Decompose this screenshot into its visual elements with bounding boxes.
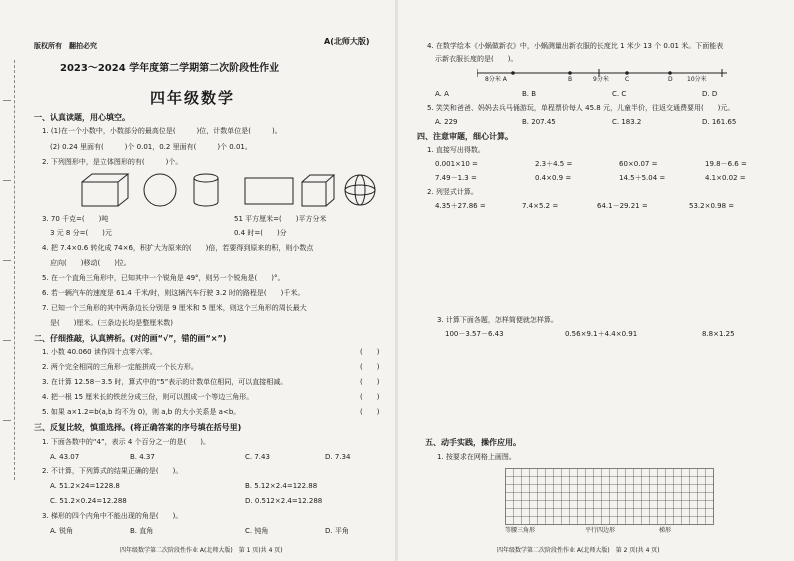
question-4-line1: 4. 把 7.4×0.6 转化成 74×6，积扩大为原来的( )倍，若要得到原来的积，则小数点 bbox=[42, 244, 314, 252]
simplify-2: 0.56×9.1＋4.4×0.91 bbox=[565, 330, 638, 338]
question-1-2: (2) 0.24 里面有( )个 0.01，0.2 里面有( )个 0.01。 bbox=[50, 143, 252, 151]
choice-1-option-b[interactable]: B. 4.37 bbox=[130, 453, 155, 461]
exam-title: 2023～2024 学年度第二学期第二次阶段性作业 bbox=[60, 63, 280, 74]
binding-margin bbox=[0, 60, 15, 480]
right-page bbox=[397, 0, 794, 561]
section-1-title: 一、认真读题，用心填空。 bbox=[34, 113, 130, 122]
section-2-title: 二、仔细推敲，认真辨析。(对的画“√”，错的画“×”) bbox=[34, 334, 227, 343]
choice-question-2: 2. 不计算，下列算式的结果正确的是( )。 bbox=[42, 467, 183, 475]
ruler-label-b: B bbox=[568, 76, 573, 83]
judge-item-1: 1. 小数 40.060 读作四十点零六零。 bbox=[42, 348, 157, 356]
section-5-title: 五、动手实践，操作应用。 bbox=[425, 438, 521, 447]
choice-1-option-d[interactable]: D. 7.34 bbox=[325, 453, 351, 461]
question-4-line2: 应向( )移动( )位。 bbox=[50, 259, 131, 267]
choice-2-option-c[interactable]: C. 51.2×0.24=12.288 bbox=[50, 497, 127, 505]
subject-title: 四年级数学 bbox=[150, 89, 236, 107]
ruler-label-10dm: 10分米 bbox=[687, 76, 707, 83]
choice-5-option-d[interactable]: D. 161.65 bbox=[702, 118, 737, 126]
choice-question-5: 5. 笑笑和爸爸、妈妈去兵马俑游玩，单程票价每人 45.8 元，儿童半价，往返交通费要用( )元。 bbox=[427, 104, 735, 112]
vertical-calc-title: 2. 列竖式计算。 bbox=[427, 188, 478, 196]
choice-4-option-a[interactable]: A. A bbox=[435, 90, 449, 98]
choice-1-option-c[interactable]: C. 7.43 bbox=[245, 453, 270, 461]
choice-5-option-b[interactable]: B. 207.45 bbox=[522, 118, 556, 126]
judge-answer-2[interactable]: ( ) bbox=[360, 363, 380, 371]
oral-calc-5: 7.49－1.3 = bbox=[435, 174, 477, 182]
simplify-1: 100－3.57－6.43 bbox=[445, 330, 504, 338]
question-3a-left: 3. 70 千克=( )吨 bbox=[42, 215, 109, 223]
oral-calc-8: 4.1×0.02 = bbox=[705, 174, 746, 182]
question-6: 6. 若一辆汽车的速度是 61.4 千米/时，则这辆汽车行驶 3.2 时的路程是( )千米。 bbox=[42, 289, 305, 297]
question-7-line2: 是( )厘米。(三条边长均是整厘米数) bbox=[50, 319, 173, 327]
judge-item-3: 3. 在计算 12.58－3.5 时，算式中的“5”表示的计数单位相同，可以直接相减。 bbox=[42, 378, 288, 386]
choice-3-option-d[interactable]: D. 平角 bbox=[325, 527, 349, 535]
drawing-grid[interactable] bbox=[505, 468, 715, 528]
question-2: 2. 下列图形中，是立体图形的有( )个。 bbox=[42, 158, 183, 166]
grid-label-trapezoid: 梯形 bbox=[659, 527, 672, 534]
grid-label-parallelogram: 平行四边形 bbox=[585, 527, 616, 534]
choice-3-option-b[interactable]: B. 直角 bbox=[130, 527, 154, 535]
cylinder-shape bbox=[194, 174, 218, 206]
question-3b-left: 3 元 8 分=( )元 bbox=[50, 229, 112, 237]
cube-shape bbox=[302, 175, 334, 206]
page-footer-right: 四年级数学第二次阶段性作业 A(北师大版) 第 2 页(共 4 页) bbox=[497, 547, 660, 554]
ruler-label-9dm: 9分米 bbox=[593, 76, 609, 83]
shapes-figure bbox=[70, 172, 380, 210]
choice-question-3: 3. 梯形的四个内角中不能出现的角是( )。 bbox=[42, 512, 183, 520]
ruler-label-d: D bbox=[668, 76, 673, 83]
vertical-calc-4: 53.2×0.98 = bbox=[689, 202, 735, 210]
choice-3-option-c[interactable]: C. 钝角 bbox=[245, 527, 269, 535]
vertical-calc-1: 4.35＋27.86 = bbox=[435, 202, 486, 210]
choice-4-option-b[interactable]: B. B bbox=[522, 90, 537, 98]
question-3b-right: 0.4 时=( )分 bbox=[234, 229, 287, 237]
question-7-line1: 7. 已知一个三角形的其中两条边长分别是 9 厘米和 5 厘米，则这个三角形的周长最大 bbox=[42, 304, 307, 312]
oral-calc-4: 19.8－6.6 = bbox=[705, 160, 747, 168]
edition-label: A(北师大版) bbox=[324, 37, 370, 46]
ruler-label-c: C bbox=[625, 76, 630, 83]
oral-calc-2: 2.3＋4.5 = bbox=[535, 160, 573, 168]
vertical-calc-3: 64.1－29.21 = bbox=[597, 202, 648, 210]
choice-5-option-c[interactable]: C. 183.2 bbox=[612, 118, 642, 126]
judge-answer-3[interactable]: ( ) bbox=[360, 378, 380, 386]
oral-calc-6: 0.4×0.9 = bbox=[535, 174, 572, 182]
choice-4-option-c[interactable]: C. C bbox=[612, 90, 627, 98]
rectangle-shape bbox=[245, 178, 293, 204]
copyright-notice: 版权所有 翻拍必究 bbox=[34, 42, 97, 50]
sphere-shape bbox=[345, 175, 375, 205]
simplify-title: 3. 计算下面各题，怎样简便就怎样算。 bbox=[437, 316, 558, 324]
oral-calc-7: 14.5＋5.04 = bbox=[619, 174, 666, 182]
question-5: 5. 在一个直角三角形中，已知其中一个锐角是 49°，则另一个锐角是( )°。 bbox=[42, 274, 285, 282]
simplify-3: 8.8×1.25 bbox=[702, 330, 735, 338]
judge-item-4: 4. 把一根 15 厘米长的铁丝分成三份，则可以围成一个等边三角形。 bbox=[42, 393, 254, 401]
choice-2-option-b[interactable]: B. 5.12×2.4=122.88 bbox=[245, 482, 318, 490]
judge-answer-5[interactable]: ( ) bbox=[360, 408, 380, 416]
judge-item-2: 2. 两个完全相同的三角形一定能拼成一个长方形。 bbox=[42, 363, 198, 371]
question-1-1: 1. (1)在一个小数中，小数部分的最高位是( )位，计数单位是( )。 bbox=[42, 127, 282, 135]
circle-shape bbox=[144, 174, 176, 206]
choice-question-4-line2: 示新衣服长度的是( )。 bbox=[435, 55, 518, 63]
choice-4-option-d[interactable]: D. D bbox=[702, 90, 718, 98]
judge-item-5: 5. 如果 a×1.2=b(a,b 均不为 0)，则 a,b 的大小关系是 a<b。 bbox=[42, 408, 241, 416]
section-3-title: 三、反复比较，慎重选择。(将正确答案的序号填在括号里) bbox=[34, 423, 242, 432]
choice-2-option-d[interactable]: D. 0.512×2.4=12.288 bbox=[245, 497, 323, 505]
choice-question-1: 1. 下面各数中的“4”，表示 4 个百分之一的是( )。 bbox=[42, 438, 210, 446]
vertical-calc-2: 7.4×5.2 = bbox=[522, 202, 559, 210]
choice-3-option-a[interactable]: A. 锐角 bbox=[50, 527, 74, 535]
choice-2-option-a[interactable]: A. 51.2×24=1228.8 bbox=[50, 482, 120, 490]
ruler-label-a: 8分米 A bbox=[485, 76, 507, 83]
cuboid-shape bbox=[82, 174, 128, 206]
section-4-title: 四、注意审题，细心计算。 bbox=[417, 132, 513, 141]
question-3a-right: 51 平方厘米=( )平方分米 bbox=[234, 215, 327, 223]
oral-calc-title: 1. 直接写出得数。 bbox=[427, 146, 485, 154]
choice-5-option-a[interactable]: A. 229 bbox=[435, 118, 458, 126]
oral-calc-1: 0.001×10 = bbox=[435, 160, 478, 168]
judge-answer-1[interactable]: ( ) bbox=[360, 348, 380, 356]
page-footer-left: 四年级数学第二次阶段性作业 A(北师大版) 第 1 页(共 4 页) bbox=[120, 547, 283, 554]
grid-label-isosceles: 等腰三角形 bbox=[505, 527, 536, 534]
drawing-task-title: 1. 按要求在网格上画图。 bbox=[437, 453, 516, 461]
choice-1-option-a[interactable]: A. 43.07 bbox=[50, 453, 80, 461]
choice-question-4-line1: 4. 在数学绘本《小蜗做新衣》中，小蜗测量出新衣服的长度比 1 米少 13 个 0.01 米。下面能表 bbox=[427, 42, 724, 50]
oral-calc-3: 60×0.07 = bbox=[619, 160, 658, 168]
judge-answer-4[interactable]: ( ) bbox=[360, 393, 380, 401]
